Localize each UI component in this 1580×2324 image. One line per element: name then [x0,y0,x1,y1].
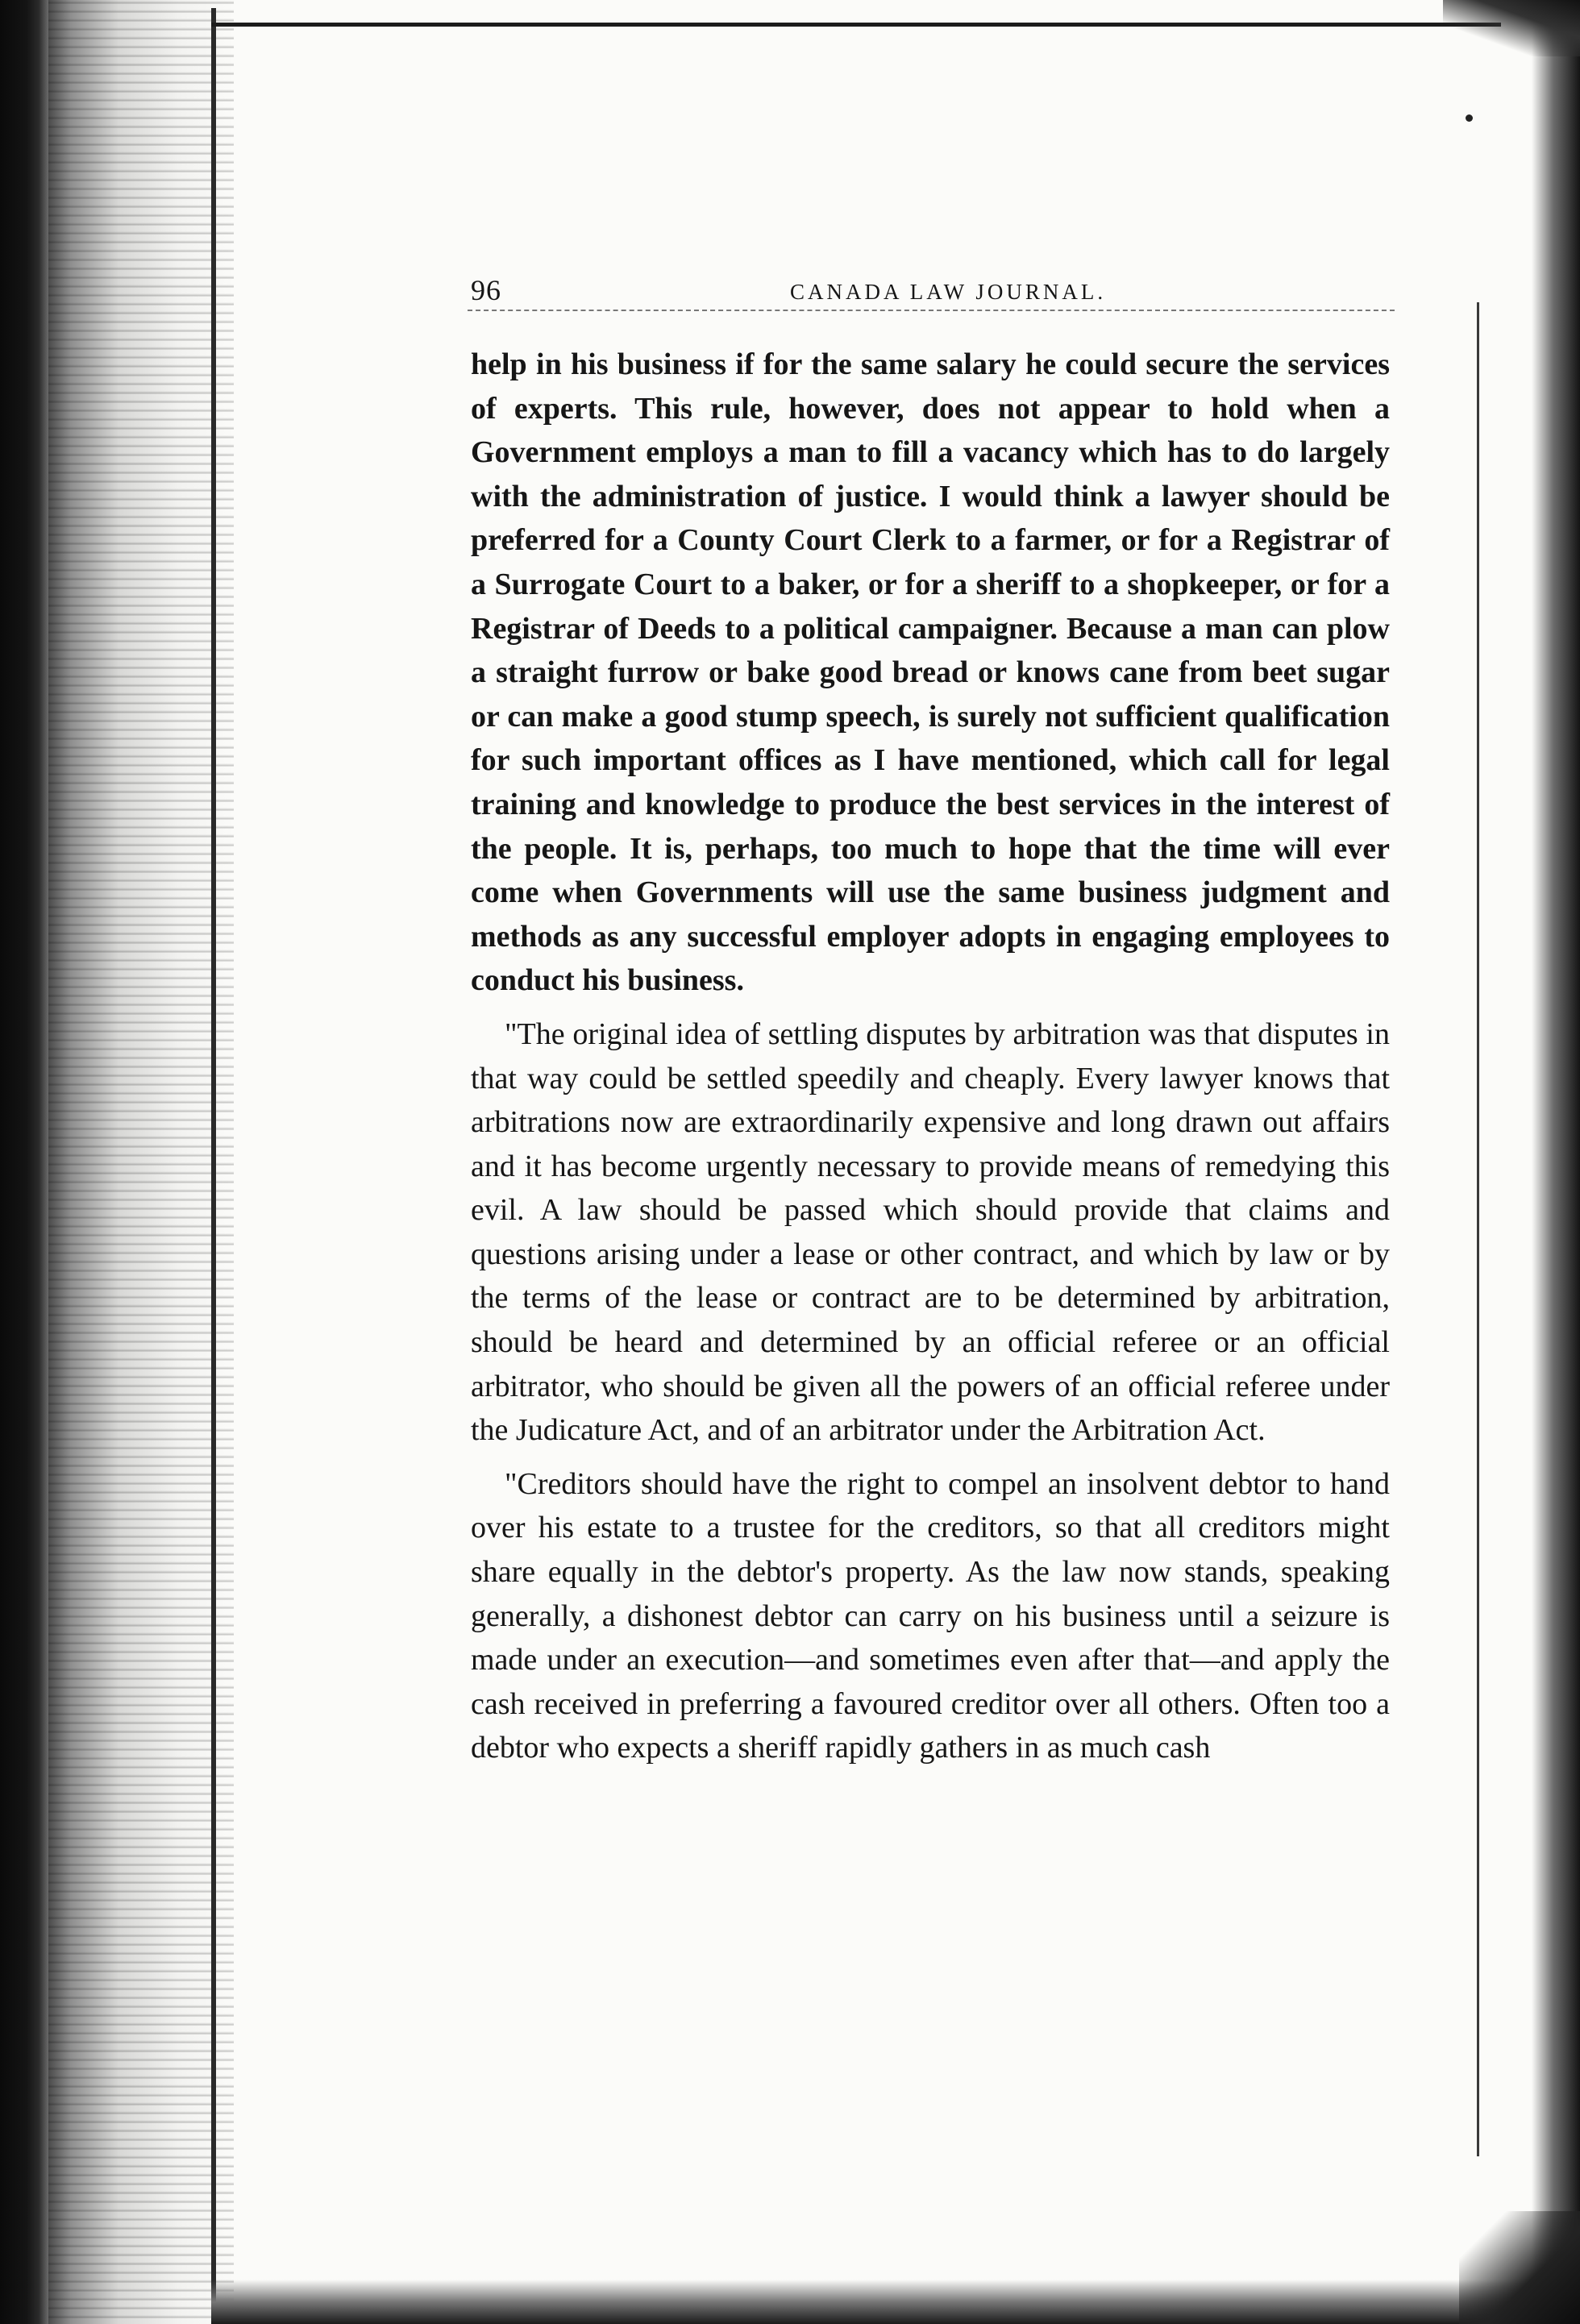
paragraph-3: "Creditors should have the right to compel an insolvent debtor to hand over his estate to a trustee for the creditors, so that all creditors might share equally in the debtor's property. As the law now stands, speaking generally, a dishonest debtor can carry on his business until a seizure is made under an execution—and sometimes even after that—and apply the cash received in preferring a favoured creditor over all others. Often too a debtor who expects a sheriff rapidly gathers in as much cash [471,1466,1390,1765]
page-bottom-edge [211,2280,1580,2324]
page-top-edge [211,23,1501,27]
gutter-edge-line [211,8,216,2322]
right-margin-line [1477,302,1479,2156]
paragraph-1: help in his business if for the same salary he could secure the services of experts. This rule, however, does not appear to hold when a Government employs a man to fill a vacancy which has to do largely with the administration of justice. I would think a lawyer should be preferred for a County Court Clerk to a farmer, or for a Registrar of a Surrogate Court to a baker, or for a sheriff to a shopkeeper, or for a Registrar of Deeds to a political campaigner. Because a man can plow a straight furrow or bake good bread or knows cane from beet sugar or can make a good stump speech, is surely not sufficient qualification for such important offices as I have mentioned, which call for legal training and knowledge to produce the best services in the interest of the people. It is, perhaps, too much to hope that the time will ever come when Governments will use the same business judgment and methods as any successful employer adopts in engaging employees to conduct his business. [471,347,1390,998]
ink-dot [1466,114,1473,122]
page-right-edge [1532,0,1580,2324]
running-head: CANADA LAW JOURNAL. [790,280,1107,304]
page-gutter [48,0,234,2324]
bottom-right-corner-shadow [1459,2211,1580,2324]
book-binding-edge [0,0,48,2324]
page-header [471,270,1390,310]
paragraph-2: "The original idea of settling disputes by arbitration was that disputes in that way could be settled speedily and cheaply. Every lawyer knows that arbitrations now are extraordinarily expensive and long drawn out affairs and it has become urgently necessary to provide means of remedying this evil. A law should be passed which should provide that claims and questions arising under a lease or other contract, and which by law or by the terms of the lease or contract are to be determined by arbitration, should be heard and determined by an official referee or an official arbitrator, who should be given all the powers of an official referee under the Judicature Act, and of an arbitrator under the Arbitration Act. [471,1016,1390,1448]
body-text [471,343,1390,1770]
header-rule [468,310,1395,311]
page-number: 96 [471,274,501,306]
top-right-corner-shadow [1443,0,1580,56]
